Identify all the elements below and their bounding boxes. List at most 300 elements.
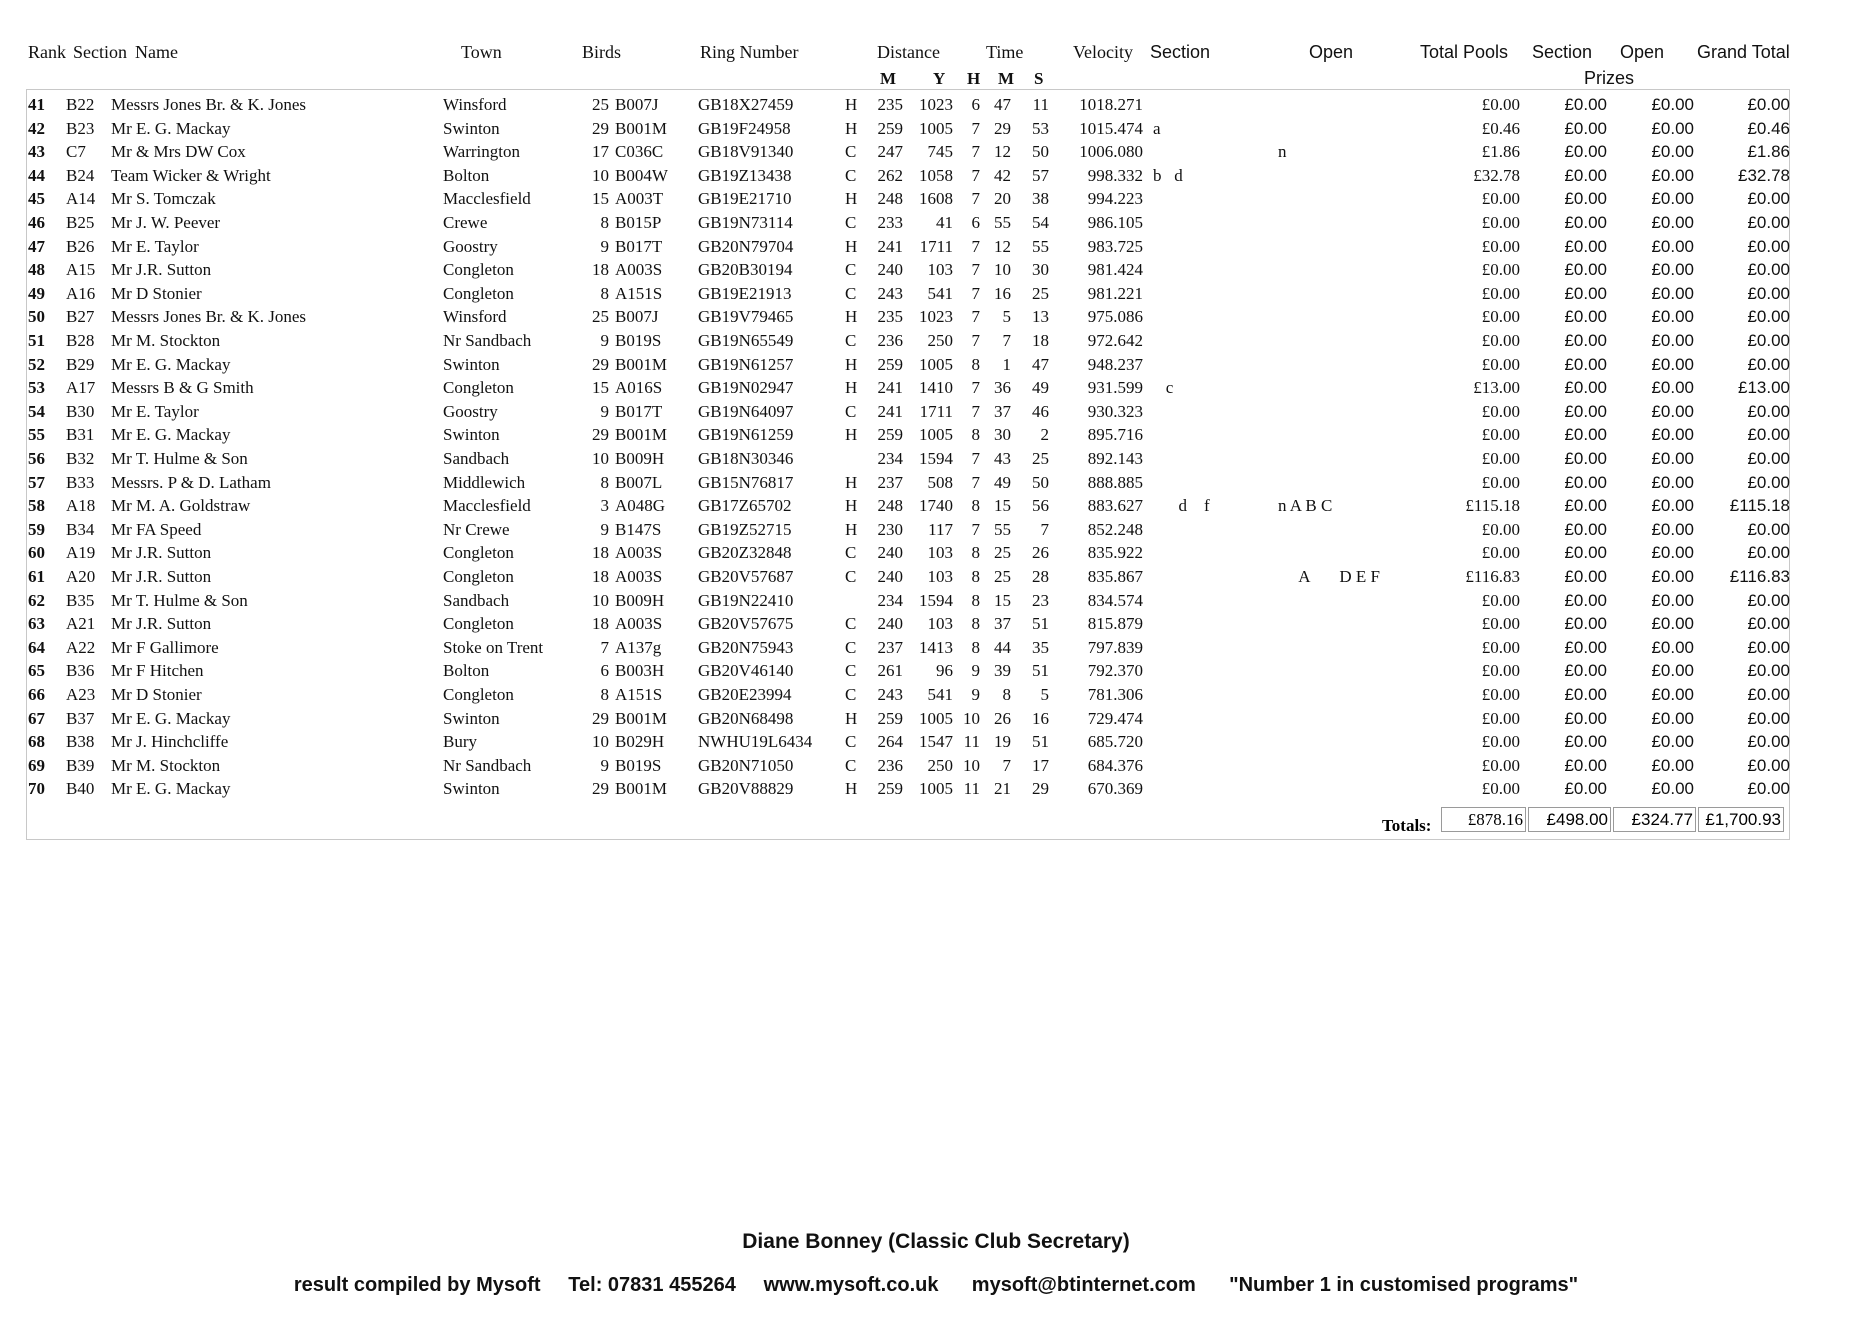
cell-town: Middlewich xyxy=(443,472,526,492)
cell-prize-section: £0.00 xyxy=(1564,637,1607,657)
cell-prize-open: £0.00 xyxy=(1651,236,1694,256)
cell-name: Mr J.R. Sutton xyxy=(111,567,212,586)
cell-birds: 8 xyxy=(600,213,609,232)
cell-name: Mr S. Tomczak xyxy=(111,189,216,209)
cell-prize-section: £0.00 xyxy=(1564,590,1607,610)
cell-name: Mr & Mrs DW Cox xyxy=(111,142,246,162)
cell-ring-number: GB20N79704 xyxy=(698,236,794,256)
cell-yards: 1594 xyxy=(919,449,953,468)
cell-section: A14 xyxy=(66,189,96,209)
cell-birds: 25 xyxy=(592,95,609,114)
cell-bird-code: B009H xyxy=(615,590,665,610)
cell-prize-open: £0.00 xyxy=(1651,708,1694,728)
cell-birds: 15 xyxy=(592,378,609,398)
cell-miles: 264 xyxy=(877,732,903,752)
cell-birds: 9 xyxy=(600,401,609,421)
cell-total-pools: £0.00 xyxy=(1481,331,1520,350)
cell-prize-open: £0.00 xyxy=(1651,543,1694,563)
cell-prize-open: £0.00 xyxy=(1651,307,1694,327)
table-row xyxy=(0,117,1872,140)
cell-minutes: 20 xyxy=(994,189,1011,209)
cell-prize-section: £0.00 xyxy=(1564,331,1607,350)
cell-minutes: 10 xyxy=(994,260,1011,280)
cell-hours: 7 xyxy=(971,519,980,539)
cell-hc: H xyxy=(845,354,858,374)
cell-rank: 52 xyxy=(28,354,45,374)
cell-name: Mr E. G. Mackay xyxy=(111,779,231,799)
cell-rank: 59 xyxy=(28,519,45,539)
cell-total-pools: £0.00 xyxy=(1481,354,1520,374)
cell-prize-section: £0.00 xyxy=(1564,661,1607,681)
header-pools-section: Section xyxy=(1150,42,1211,62)
cell-rank: 60 xyxy=(28,543,45,563)
cell-yards: 103 xyxy=(927,543,953,563)
cell-minutes: 16 xyxy=(994,283,1011,303)
cell-pools-section: d f xyxy=(1153,496,1210,516)
cell-prize-section: £0.00 xyxy=(1564,401,1607,421)
cell-hc: C xyxy=(845,755,857,775)
cell-birds: 17 xyxy=(592,142,609,162)
cell-town: Sandbach xyxy=(443,590,510,610)
header-town: Town xyxy=(461,42,502,62)
cell-miles: 240 xyxy=(877,543,903,563)
cell-yards: 103 xyxy=(927,614,953,634)
cell-birds: 18 xyxy=(592,567,609,586)
cell-rank: 46 xyxy=(28,213,45,232)
cell-section: A15 xyxy=(66,260,96,280)
cell-total-pools: £0.00 xyxy=(1481,708,1520,728)
cell-yards: 1005 xyxy=(919,708,953,728)
cell-rank: 51 xyxy=(28,331,45,350)
table-row xyxy=(0,707,1872,730)
cell-name: Mr FA Speed xyxy=(111,519,202,539)
subheader-seconds: S xyxy=(1034,69,1044,88)
cell-prize-section: £0.00 xyxy=(1564,543,1607,563)
cell-birds: 29 xyxy=(592,425,609,445)
cell-bird-code: B017T xyxy=(615,236,663,256)
cell-total-pools: £0.00 xyxy=(1481,685,1520,704)
cell-hours: 7 xyxy=(971,118,980,138)
cell-town: Congleton xyxy=(443,543,514,563)
cell-miles: 243 xyxy=(877,685,903,704)
cell-hc: H xyxy=(845,425,858,445)
cell-bird-code: B009H xyxy=(615,449,665,468)
cell-bird-code: A048G xyxy=(615,496,666,516)
cell-yards: 1740 xyxy=(919,496,953,516)
cell-town: Swinton xyxy=(443,425,500,445)
cell-ring-number: GB20N71050 xyxy=(698,755,794,775)
cell-seconds: 17 xyxy=(1032,755,1049,775)
cell-ring-number: GB18N30346 xyxy=(698,449,794,468)
cell-hours: 8 xyxy=(971,590,980,610)
cell-ring-number: GB20V88829 xyxy=(698,779,794,799)
footer-secretary: Diane Bonney (Classic Club Secretary) xyxy=(742,1230,1130,1253)
cell-minutes: 12 xyxy=(994,142,1011,162)
cell-velocity: 986.105 xyxy=(1087,213,1143,232)
cell-pools-open: A D E F xyxy=(1278,567,1381,586)
cell-prize-open: £0.00 xyxy=(1651,425,1694,445)
cell-yards: 1711 xyxy=(919,236,953,256)
cell-hc: C xyxy=(845,614,857,634)
cell-miles: 240 xyxy=(877,567,903,586)
cell-town: Congleton xyxy=(443,283,514,303)
cell-hours: 6 xyxy=(971,213,980,232)
cell-hours: 8 xyxy=(971,567,980,586)
cell-minutes: 7 xyxy=(1002,331,1011,350)
cell-birds: 10 xyxy=(592,165,609,185)
cell-yards: 1594 xyxy=(919,590,953,610)
cell-minutes: 15 xyxy=(994,590,1011,610)
header-prizes-section: Section xyxy=(1532,42,1593,62)
cell-hours: 8 xyxy=(971,425,980,445)
cell-yards: 103 xyxy=(927,567,953,586)
cell-section: B25 xyxy=(66,213,95,232)
table-row xyxy=(0,235,1872,258)
cell-hc: H xyxy=(845,472,858,492)
cell-grand-total: £0.00 xyxy=(1747,614,1790,634)
cell-minutes: 19 xyxy=(994,732,1011,752)
cell-bird-code: B001M xyxy=(615,708,667,728)
cell-grand-total: £0.00 xyxy=(1747,283,1790,303)
cell-hours: 7 xyxy=(971,449,980,468)
cell-rank: 63 xyxy=(28,614,45,634)
header-total-pools: Total Pools xyxy=(1420,42,1509,62)
cell-name: Mr J.R. Sutton xyxy=(111,543,212,563)
cell-ring-number: GB20E23994 xyxy=(698,685,792,704)
cell-hours: 8 xyxy=(971,614,980,634)
cell-seconds: 16 xyxy=(1032,708,1049,728)
cell-grand-total: £1.86 xyxy=(1747,142,1790,162)
cell-minutes: 47 xyxy=(994,95,1011,114)
cell-grand-total: £0.00 xyxy=(1747,236,1790,256)
cell-seconds: 55 xyxy=(1032,236,1049,256)
cell-ring-number: GB20Z32848 xyxy=(698,543,792,563)
cell-town: Warrington xyxy=(443,142,520,162)
cell-name: Mr M. A. Goldstraw xyxy=(111,496,251,516)
cell-hc: H xyxy=(845,779,858,799)
cell-ring-number: GB20B30194 xyxy=(698,260,793,280)
cell-velocity: 983.725 xyxy=(1087,236,1143,256)
cell-seconds: 54 xyxy=(1032,213,1049,232)
cell-total-pools: £0.00 xyxy=(1481,755,1520,775)
cell-velocity: 931.599 xyxy=(1087,378,1143,398)
cell-rank: 49 xyxy=(28,283,45,303)
cell-hc: C xyxy=(845,732,857,752)
cell-yards: 103 xyxy=(927,260,953,280)
cell-rank: 66 xyxy=(28,685,45,704)
cell-bird-code: B001M xyxy=(615,118,667,138)
cell-prize-section: £0.00 xyxy=(1564,142,1607,162)
cell-miles: 237 xyxy=(877,472,903,492)
cell-minutes: 37 xyxy=(994,401,1011,421)
cell-miles: 259 xyxy=(877,425,903,445)
cell-ring-number: GB19N61259 xyxy=(698,425,794,445)
cell-total-pools: £0.00 xyxy=(1481,543,1520,563)
cell-hours: 7 xyxy=(971,165,980,185)
cell-grand-total: £0.00 xyxy=(1747,519,1790,539)
cell-name: Mr E. G. Mackay xyxy=(111,354,231,374)
table-row xyxy=(0,541,1872,564)
cell-prize-section: £0.00 xyxy=(1564,283,1607,303)
cell-grand-total: £0.00 xyxy=(1747,755,1790,775)
cell-seconds: 29 xyxy=(1032,779,1049,799)
cell-miles: 240 xyxy=(877,260,903,280)
cell-rank: 65 xyxy=(28,661,45,681)
cell-yards: 508 xyxy=(927,472,953,492)
cell-prize-open: £0.00 xyxy=(1651,449,1694,468)
cell-ring-number: GB19Z13438 xyxy=(698,165,792,185)
cell-seconds: 13 xyxy=(1032,307,1049,327)
cell-prize-open: £0.00 xyxy=(1651,567,1694,586)
cell-velocity: 948.237 xyxy=(1087,354,1143,374)
cell-birds: 25 xyxy=(592,307,609,327)
cell-prize-open: £0.00 xyxy=(1651,779,1694,799)
cell-birds: 8 xyxy=(600,283,609,303)
cell-seconds: 49 xyxy=(1032,378,1049,398)
cell-hours: 10 xyxy=(963,755,980,775)
cell-town: Congleton xyxy=(443,260,514,280)
cell-seconds: 50 xyxy=(1032,472,1049,492)
cell-bird-code: B001M xyxy=(615,779,667,799)
cell-grand-total: £0.00 xyxy=(1747,543,1790,563)
cell-ring-number: NWHU19L6434 xyxy=(698,732,813,752)
cell-minutes: 44 xyxy=(994,637,1011,657)
cell-miles: 233 xyxy=(877,213,903,232)
cell-velocity: 930.323 xyxy=(1087,401,1143,421)
table-row xyxy=(0,140,1872,163)
cell-prize-open: £0.00 xyxy=(1651,283,1694,303)
cell-miles: 234 xyxy=(877,590,903,610)
cell-bird-code: B029H xyxy=(615,732,665,752)
table-row xyxy=(0,683,1872,706)
cell-grand-total: £0.00 xyxy=(1747,590,1790,610)
table-row xyxy=(0,305,1872,328)
cell-prize-open: £0.00 xyxy=(1651,401,1694,421)
cell-seconds: 51 xyxy=(1032,614,1049,634)
cell-bird-code: B007J xyxy=(615,307,659,327)
cell-prize-open: £0.00 xyxy=(1651,661,1694,681)
header-section: Section xyxy=(73,42,127,62)
cell-pools-section: b d xyxy=(1153,165,1183,185)
cell-hours: 7 xyxy=(971,331,980,350)
cell-seconds: 2 xyxy=(1040,425,1049,445)
table-row xyxy=(0,211,1872,234)
cell-grand-total: £0.00 xyxy=(1747,685,1790,704)
cell-ring-number: GB20N68498 xyxy=(698,708,794,728)
cell-hc: H xyxy=(845,378,858,398)
cell-minutes: 5 xyxy=(1002,307,1011,327)
cell-town: Bolton xyxy=(443,661,490,681)
cell-grand-total: £0.00 xyxy=(1747,260,1790,280)
cell-prize-open: £0.00 xyxy=(1651,519,1694,539)
cell-miles: 236 xyxy=(877,331,903,350)
totals-pools: £878.16 xyxy=(1441,807,1526,832)
cell-birds: 29 xyxy=(592,779,609,799)
cell-minutes: 55 xyxy=(994,519,1011,539)
cell-total-pools: £0.00 xyxy=(1481,519,1520,539)
cell-ring-number: GB20N75943 xyxy=(698,637,794,657)
cell-section: A19 xyxy=(66,543,96,563)
cell-hours: 6 xyxy=(971,95,980,114)
cell-name: Mr J.R. Sutton xyxy=(111,260,212,280)
cell-bird-code: B007J xyxy=(615,95,659,114)
cell-miles: 235 xyxy=(877,95,903,114)
cell-velocity: 1015.474 xyxy=(1079,118,1143,138)
cell-section: B31 xyxy=(66,425,95,445)
cell-prize-section: £0.00 xyxy=(1564,425,1607,445)
cell-bird-code: A003T xyxy=(615,189,664,209)
cell-velocity: 792.370 xyxy=(1087,661,1143,681)
cell-bird-code: A003S xyxy=(615,614,663,634)
cell-rank: 55 xyxy=(28,425,45,445)
cell-rank: 57 xyxy=(28,472,45,492)
cell-total-pools: £0.00 xyxy=(1481,637,1520,657)
cell-prize-open: £0.00 xyxy=(1651,165,1694,185)
cell-birds: 7 xyxy=(600,637,609,657)
cell-hc: C xyxy=(845,661,857,681)
cell-hours: 8 xyxy=(971,496,980,516)
cell-hours: 10 xyxy=(963,708,980,728)
cell-seconds: 51 xyxy=(1032,661,1049,681)
cell-section: B33 xyxy=(66,472,95,492)
cell-name: Messrs B & G Smith xyxy=(111,378,254,398)
cell-prize-section: £0.00 xyxy=(1564,118,1607,138)
cell-yards: 1005 xyxy=(919,779,953,799)
cell-miles: 261 xyxy=(877,661,903,681)
cell-yards: 1547 xyxy=(919,732,953,752)
cell-rank: 45 xyxy=(28,189,45,209)
cell-hours: 8 xyxy=(971,354,980,374)
cell-prize-section: £0.00 xyxy=(1564,189,1607,209)
cell-yards: 250 xyxy=(927,331,953,350)
cell-name: Mr E. G. Mackay xyxy=(111,708,231,728)
cell-hc: C xyxy=(845,213,857,232)
cell-name: Mr J.R. Sutton xyxy=(111,614,212,634)
cell-pools-section: a xyxy=(1153,118,1161,138)
cell-prize-section: £0.00 xyxy=(1564,519,1607,539)
cell-grand-total: £0.00 xyxy=(1747,213,1790,232)
cell-hours: 8 xyxy=(971,637,980,657)
table-row xyxy=(0,258,1872,281)
cell-name: Mr M. Stockton xyxy=(111,755,221,775)
cell-miles: 259 xyxy=(877,118,903,138)
cell-section: B24 xyxy=(66,165,95,185)
cell-name: Messrs Jones Br. & K. Jones xyxy=(111,95,307,114)
cell-name: Mr F Gallimore xyxy=(111,637,219,657)
cell-hc: C xyxy=(845,283,857,303)
cell-total-pools: £0.46 xyxy=(1481,118,1520,138)
cell-velocity: 781.306 xyxy=(1087,685,1143,704)
cell-birds: 18 xyxy=(592,614,609,634)
cell-seconds: 23 xyxy=(1032,590,1049,610)
cell-minutes: 21 xyxy=(994,779,1011,799)
cell-section: B40 xyxy=(66,779,95,799)
cell-birds: 10 xyxy=(592,449,609,468)
cell-seconds: 47 xyxy=(1032,354,1049,374)
table-row xyxy=(0,353,1872,376)
cell-ring-number: GB20V57687 xyxy=(698,567,794,586)
cell-yards: 1413 xyxy=(919,637,953,657)
cell-birds: 18 xyxy=(592,543,609,563)
cell-hours: 9 xyxy=(971,685,980,704)
cell-prize-open: £0.00 xyxy=(1651,378,1694,398)
cell-total-pools: £116.83 xyxy=(1465,567,1520,586)
cell-minutes: 25 xyxy=(994,567,1011,586)
cell-prize-open: £0.00 xyxy=(1651,637,1694,657)
cell-seconds: 25 xyxy=(1032,283,1049,303)
cell-ring-number: GB18X27459 xyxy=(698,95,794,114)
cell-seconds: 5 xyxy=(1040,685,1049,704)
cell-ring-number: GB18V91340 xyxy=(698,142,794,162)
cell-birds: 6 xyxy=(600,661,609,681)
cell-prize-section: £0.00 xyxy=(1564,260,1607,280)
cell-minutes: 36 xyxy=(994,378,1011,398)
cell-miles: 259 xyxy=(877,779,903,799)
cell-grand-total: £0.46 xyxy=(1747,118,1790,138)
cell-town: Stoke on Trent xyxy=(443,637,544,657)
cell-hours: 7 xyxy=(971,307,980,327)
cell-velocity: 797.839 xyxy=(1087,637,1143,657)
cell-ring-number: GB19N65549 xyxy=(698,331,794,350)
cell-bird-code: A151S xyxy=(615,283,663,303)
cell-ring-number: GB19E21913 xyxy=(698,283,792,303)
cell-pools-open: n A B C xyxy=(1278,496,1333,516)
cell-prize-section: £0.00 xyxy=(1564,378,1607,398)
table-row xyxy=(0,518,1872,541)
subheader-minutes: M xyxy=(998,69,1015,88)
cell-town: Winsford xyxy=(443,307,507,327)
cell-miles: 248 xyxy=(877,496,903,516)
cell-seconds: 35 xyxy=(1032,637,1049,657)
table-row xyxy=(0,659,1872,682)
cell-prize-section: £0.00 xyxy=(1564,165,1607,185)
cell-town: Swinton xyxy=(443,354,500,374)
cell-rank: 41 xyxy=(28,95,45,114)
cell-velocity: 670.369 xyxy=(1087,779,1143,799)
cell-yards: 1005 xyxy=(919,425,953,445)
cell-velocity: 1006.080 xyxy=(1079,142,1143,162)
cell-miles: 243 xyxy=(877,283,903,303)
cell-name: Team Wicker & Wright xyxy=(111,165,271,185)
cell-rank: 53 xyxy=(28,378,45,398)
cell-rank: 42 xyxy=(28,118,45,138)
cell-section: B30 xyxy=(66,401,95,421)
cell-hc: C xyxy=(845,543,857,563)
cell-bird-code: A003S xyxy=(615,567,663,586)
header-prizes-open: Open xyxy=(1620,42,1665,62)
totals-section: £498.00 xyxy=(1528,807,1611,832)
table-row xyxy=(0,754,1872,777)
cell-velocity: 998.332 xyxy=(1087,165,1143,185)
cell-town: Congleton xyxy=(443,567,514,586)
cell-birds: 29 xyxy=(592,354,609,374)
cell-minutes: 43 xyxy=(994,449,1011,468)
cell-velocity: 835.922 xyxy=(1087,543,1143,563)
cell-yards: 1711 xyxy=(919,401,953,421)
cell-rank: 56 xyxy=(28,449,45,468)
cell-town: Goostry xyxy=(443,236,498,256)
cell-birds: 9 xyxy=(600,236,609,256)
cell-ring-number: GB19Z52715 xyxy=(698,519,792,539)
cell-birds: 9 xyxy=(600,331,609,350)
cell-hc: C xyxy=(845,260,857,280)
cell-yards: 250 xyxy=(927,755,953,775)
cell-hours: 11 xyxy=(963,779,980,799)
cell-hours: 7 xyxy=(971,283,980,303)
cell-name: Mr E. Taylor xyxy=(111,401,199,421)
cell-name: Mr D Stonier xyxy=(111,685,202,704)
cell-minutes: 42 xyxy=(994,165,1011,185)
